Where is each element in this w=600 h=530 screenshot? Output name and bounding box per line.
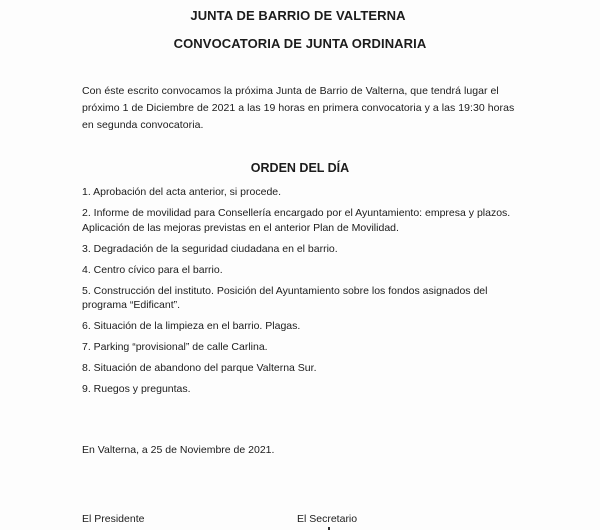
agenda-heading: ORDEN DEL DÍA — [250, 161, 350, 175]
agenda-list — [82, 185, 527, 403]
document-title: JUNTA DE BARRIO DE VALTERNA — [190, 8, 406, 23]
signature-secretary-label: El Secretario — [297, 513, 358, 525]
agenda-item: 3. Degradación de la seguridad ciudadana en el barrio. — [82, 242, 338, 255]
document-subtitle: CONVOCATORIA DE JUNTA ORDINARIA — [173, 36, 427, 51]
agenda-item: 4. Centro cívico para el barrio. — [82, 263, 223, 276]
place-and-date: En Valterna, a 25 de Noviembre de 2021. — [82, 444, 275, 456]
intro-paragraph: Con éste escrito convocamos la próxima Junta de Barrio de Valterna, que tendrá lugar el próximo 1 de Diciembre de 2021 a las 19 horas en primera convocatoria y a las 19:30 horas en segunda convocatoria. — [82, 85, 515, 131]
agenda-item: 7. Parking “provisional” de calle Carlina. — [82, 341, 268, 353]
agenda-item: 6. Situación de la limpieza en el barrio. Plagas. — [82, 320, 301, 332]
agenda-item: 9. Ruegos y preguntas. — [82, 383, 191, 395]
agenda-item: 5. Construcción del instituto. Posición del Ayuntamiento sobre los fondos asignados del programa “Edificant”. — [82, 284, 488, 311]
agenda-item: 8. Situación de abandono del parque Valterna Sur. — [82, 362, 317, 374]
signature-president-label: El Presidente — [82, 513, 145, 525]
agenda-item: 1. Aprobación del acta anterior, si procede. — [82, 186, 282, 198]
agenda-item: 2. Informe de movilidad para Consellería encargado por el Ayuntamiento: empresa y plazos. Aplicación de las mejoras previstas en el anterior Plan de Movilidad. — [82, 207, 511, 234]
